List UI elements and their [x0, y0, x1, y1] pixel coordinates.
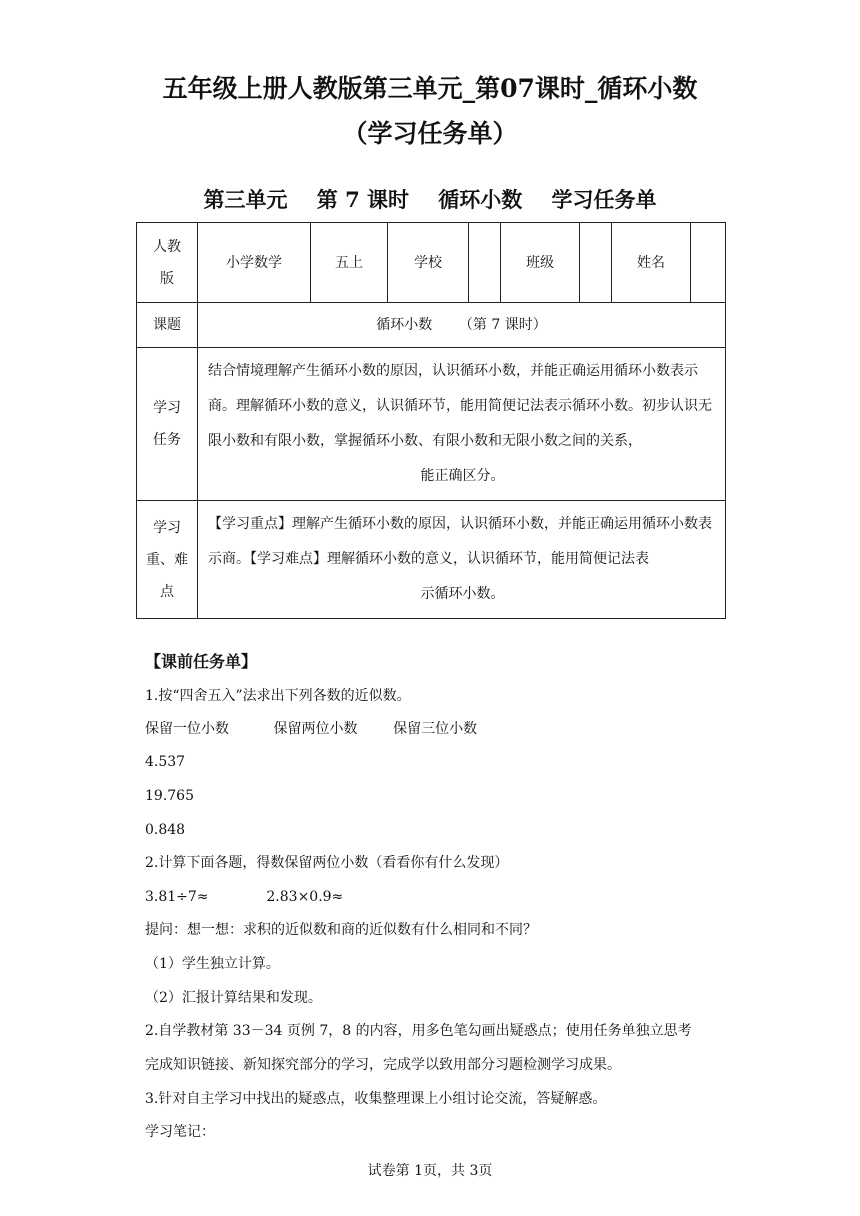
step-1: （1）学生独立计算。	[145, 956, 280, 972]
subject-cell: 小学数学	[198, 223, 311, 303]
number-1: 4.537	[145, 754, 186, 770]
school-label: 学校	[388, 223, 469, 303]
info-row-focus	[137, 501, 726, 619]
document-title-sub: （学习任务单）	[342, 119, 518, 148]
edition-label-bottom: 版	[160, 270, 174, 287]
name-value[interactable]	[691, 223, 726, 303]
notes-label: 学习笔记：	[145, 1124, 215, 1140]
document-title: 五年级上册人教版第三单元_第07课时_循环小数	[162, 74, 698, 103]
task-label	[137, 348, 198, 501]
focus-label	[137, 501, 198, 619]
calc-exercises: 3.81÷7≈ 2.83×0.9≈	[145, 889, 344, 905]
focus-label-1: 学习	[153, 519, 181, 536]
step-2: （2）汇报计算结果和发现。	[145, 990, 322, 1006]
info-row-topic	[137, 303, 726, 348]
number-2: 19.765	[145, 788, 194, 804]
info-table	[136, 222, 726, 619]
topic-value: 循环小数 （第 7 课时）	[198, 303, 726, 348]
topic-label: 课题	[137, 303, 198, 348]
task-3: 3.针对自主学习中找出的疑惑点，收集整理课上小组讨论交流，答疑解惑。	[145, 1091, 607, 1107]
task-label-bottom: 任务	[153, 432, 181, 448]
focus-text	[198, 501, 726, 619]
focus-label-2: 重、难	[146, 551, 188, 568]
focus-text-body: 【学习重点】理解产生循环小数的原因，认识循环小数，并能正确运用循环小数表示商。【学习难点】理解循环小数的意义，认识循环节，能用简便记法表	[208, 516, 712, 567]
task-text-body: 结合情境理解产生循环小数的原因，认识循环小数，并能正确运用循环小数表示商。理解循环小数的意义，认识循环节，能用简便记法表示循环小数。初步认识无限小数和有限小数，掌握循环小数、有限小数和无限小数之间的关系，	[208, 363, 712, 449]
focus-label-3: 点	[160, 583, 174, 600]
focus-text-last: 示循环小数。	[420, 586, 505, 602]
question: 提问：想一想：求积的近似数和商的近似数有什么相同和不同？	[145, 922, 537, 938]
info-row-header	[137, 223, 726, 303]
edition-label-top: 人教	[153, 238, 181, 255]
name-label: 姓名	[612, 223, 691, 303]
grade-cell: 五上	[311, 223, 388, 303]
task-label-top: 学习	[153, 400, 181, 416]
section-title: 【课前任务单】	[145, 652, 258, 671]
edition-cell	[137, 223, 198, 303]
rounding-headers: 保留一位小数 保留两位小数 保留三位小数	[145, 721, 478, 737]
page-footer: 试卷第 1页，共 3页	[367, 1163, 493, 1179]
info-row-task	[137, 348, 726, 501]
task-text-last: 能正确区分。	[420, 468, 505, 484]
task-1: 1.按“四舍五入”法求出下列各数的近似数。	[145, 688, 411, 704]
task-2b: 2.自学教材第 33－34 页例 7，8 的内容，用多色笔勾画出疑惑点；使用任务单独立思考	[145, 1023, 692, 1039]
school-value[interactable]	[469, 223, 501, 303]
task-text	[198, 348, 726, 501]
task-2b-cont: 完成知识链接、新知探究部分的学习，完成学以致用部分习题检测学习成果。	[145, 1057, 621, 1073]
worksheet-subtitle: 第三单元 第 7 课时 循环小数 学习任务单	[203, 187, 657, 212]
class-value[interactable]	[580, 223, 612, 303]
number-3: 0.848	[145, 822, 186, 838]
task-2: 2.计算下面各题，得数保留两位小数（看看你有什么发现）	[145, 855, 509, 871]
class-label: 班级	[501, 223, 580, 303]
